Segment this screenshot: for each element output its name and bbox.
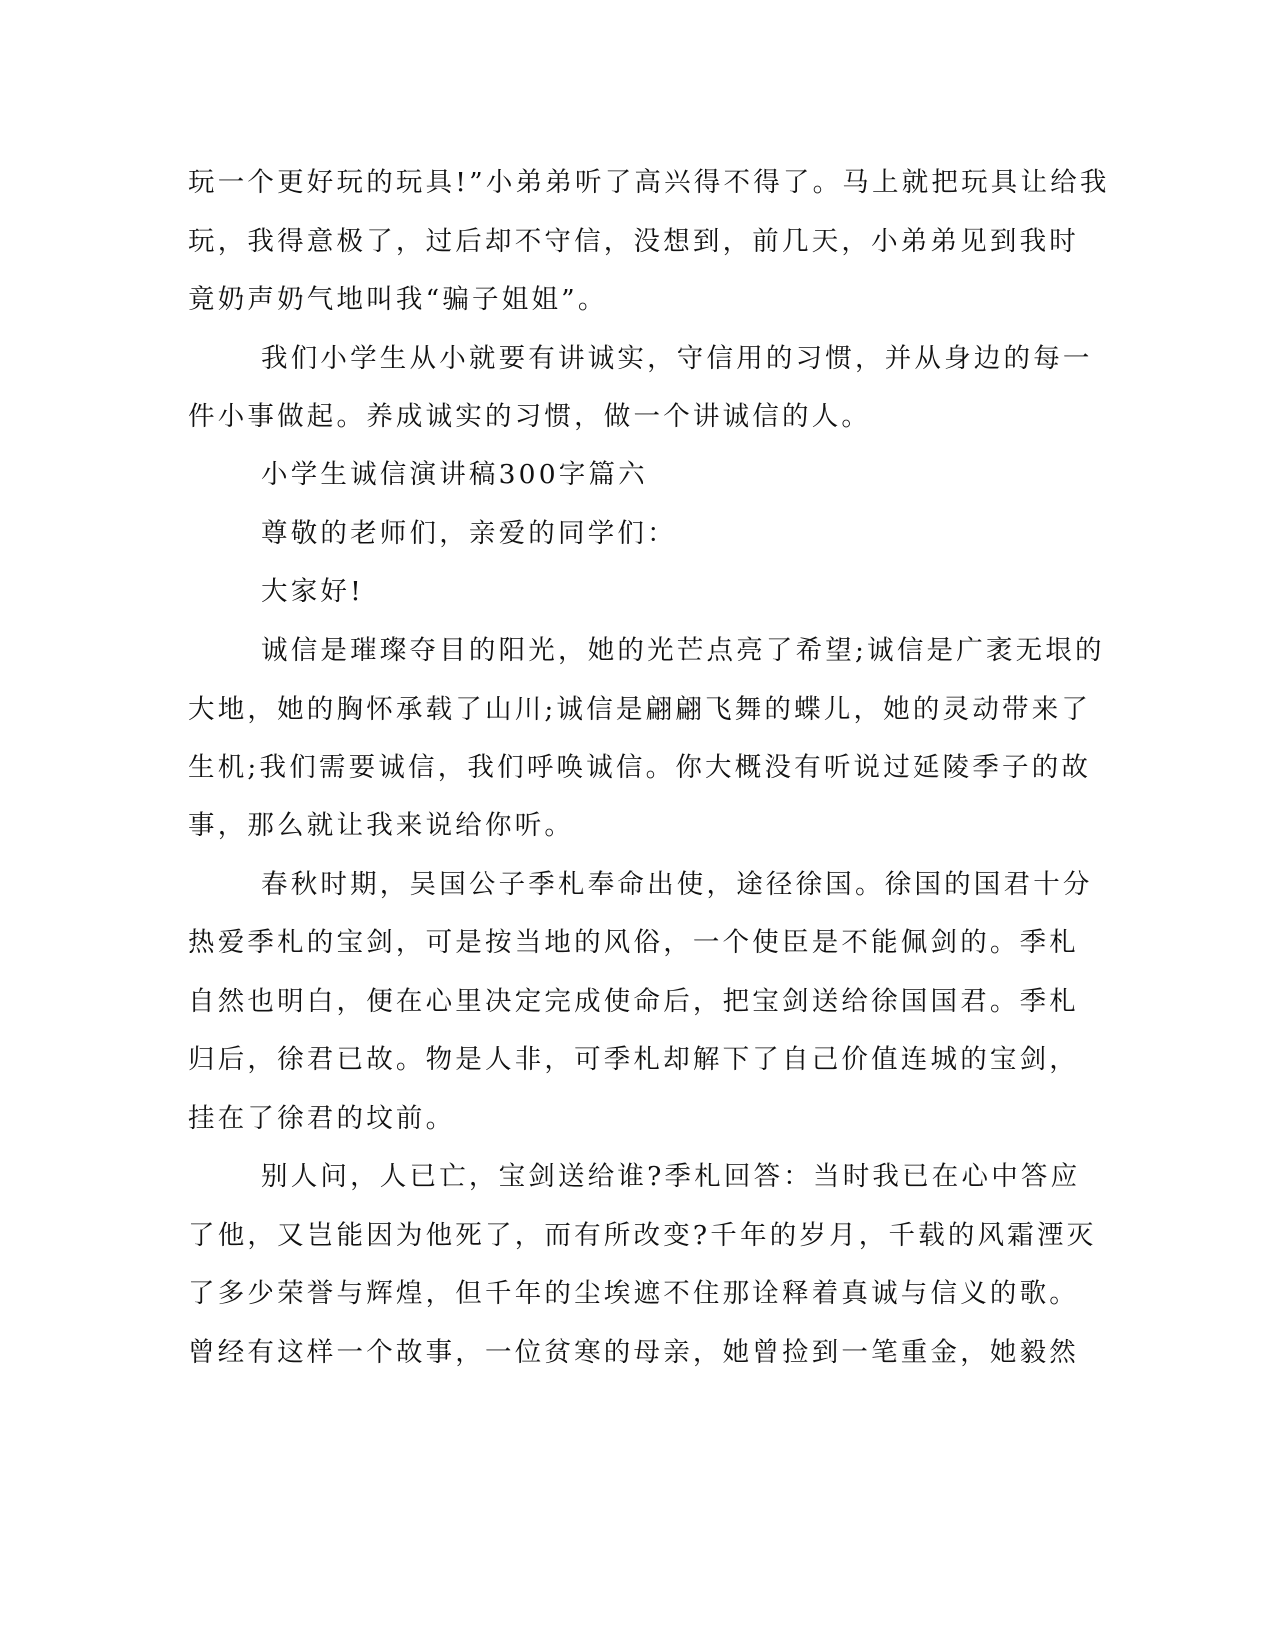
text-line: 自然也明白，便在心里决定完成使命后，把宝剑送给徐国国君。季札 [188,986,1079,1017]
paragraph-start-line: 诚信是璀璨夺目的阳光，她的光芒点亮了希望;诚信是广袤无垠的 [261,635,1105,666]
greeting: 大家好! [261,576,364,607]
text-line: 事，那么就让我来说给你听。 [188,810,575,841]
salutation: 尊敬的老师们，亲爱的同学们： [261,518,677,549]
text-line: 件小事做起。养成诚实的习惯，做一个讲诚信的人。 [188,401,872,432]
text-line: 大地，她的胸怀承载了山川;诚信是翩翩飞舞的蝶儿，她的灵动带来了 [188,694,1092,725]
paragraph-start-line: 别人问，人已亡，宝剑送给谁?季札回答：当时我已在心中答应 [261,1161,1081,1192]
paragraph-start-line: 春秋时期，吴国公子季札奉命出使，途径徐国。徐国的国君十分 [261,869,1093,900]
text-line: 了多少荣誉与辉煌，但千年的尘埃遮不住那诠释着真诚与信义的歌。 [188,1278,1079,1309]
text-line: 挂在了徐君的坟前。 [188,1103,456,1134]
text-line: 曾经有这样一个故事，一位贫寒的母亲，她曾捡到一笔重金，她毅然 [188,1337,1079,1368]
text-line: 玩，我得意极了，过后却不守信，没想到，前几天，小弟弟见到我时 [188,226,1079,257]
text-line: 了他，又岂能因为他死了，而有所改变?千年的岁月，千载的风霜湮灭 [188,1220,1097,1251]
section-heading: 小学生诚信演讲稿300字篇六 [261,459,648,490]
text-line: 玩一个更好玩的玩具!”小弟弟听了高兴得不得了。马上就把玩具让给我 [188,167,1110,198]
text-line: 生机;我们需要诚信，我们呼唤诚信。你大概没有听说过延陵季子的故 [188,752,1092,783]
paragraph-start-line: 我们小学生从小就要有讲诚实，守信用的习惯，并从身边的每一 [261,343,1093,374]
text-line: 归后，徐君已故。物是人非，可季札却解下了自己价值连城的宝剑， [188,1044,1079,1075]
text-line: 热爱季札的宝剑，可是按当地的风俗，一个使臣是不能佩剑的。季札 [188,927,1079,958]
text-line: 竟奶声奶气地叫我“骗子姐姐”。 [188,284,608,315]
